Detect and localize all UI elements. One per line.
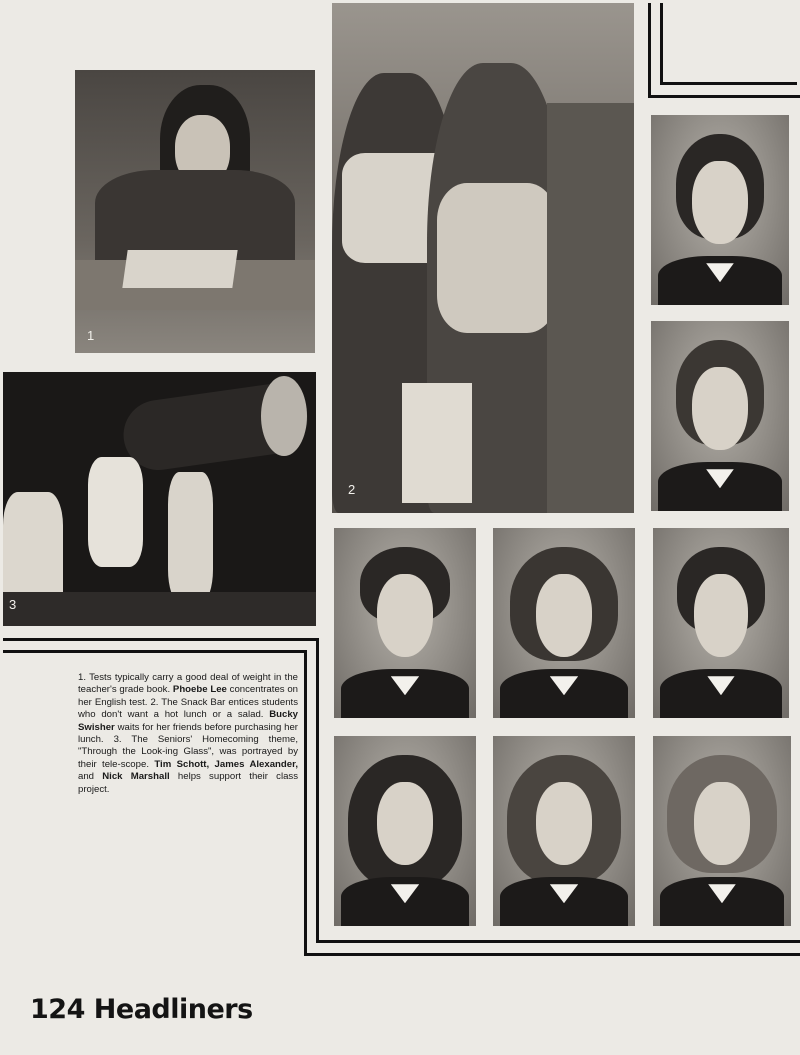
frame-line [316,638,319,943]
frame-line [3,650,307,653]
frame-line [316,940,800,943]
frame-line [660,3,663,85]
frame-line [304,650,307,955]
senior-portrait [334,736,476,926]
caption-item-1: 1. Tests typically carry a good deal of weight in the teacher's grade book. [78,672,298,696]
senior-portrait [493,528,635,718]
page-number: 124 [30,994,85,1025]
caption-student-names: Tim Schott, James Alexander, [154,758,298,770]
photo-student-test [75,70,315,353]
caption-text: helps support their class project. [78,771,299,795]
caption-item-2: 2. The Snack Bar entices students who don't want a hot lunch or a salad. [78,696,298,721]
photo-number-3: 3 [9,597,17,612]
photo-number-2: 2 [348,482,356,497]
caption-student-name: Nick Marshall [102,771,170,783]
photo-number-1: 1 [87,328,95,343]
photo-caption [78,672,298,796]
frame-line [648,3,651,98]
senior-portrait [651,115,789,305]
senior-portrait [334,528,476,718]
senior-portrait [651,321,789,511]
section-title: Headliners [93,994,253,1025]
caption-text: waits for her friends before purchasing her lunch. [78,721,298,746]
senior-portrait [653,736,791,926]
senior-portrait [653,528,789,718]
caption-item-3: 3. The Seniors' Homecoming theme, "Through the Look-ing Glass", was portrayed by their tele-scope. [78,734,298,770]
page-folio [30,994,253,1025]
frame-line [3,638,319,641]
frame-line [660,82,797,85]
caption-student-name: Phoebe Lee [172,684,227,696]
frame-line [648,95,800,98]
senior-portrait [493,736,635,926]
photo-snack-bar [332,3,634,513]
photo-homecoming-telescope [3,372,316,626]
caption-text: and [78,771,95,783]
caption-student-name: Bucky Swisher [78,709,299,733]
frame-line [304,953,800,956]
caption-text: concentrates on her English test. [78,684,298,708]
